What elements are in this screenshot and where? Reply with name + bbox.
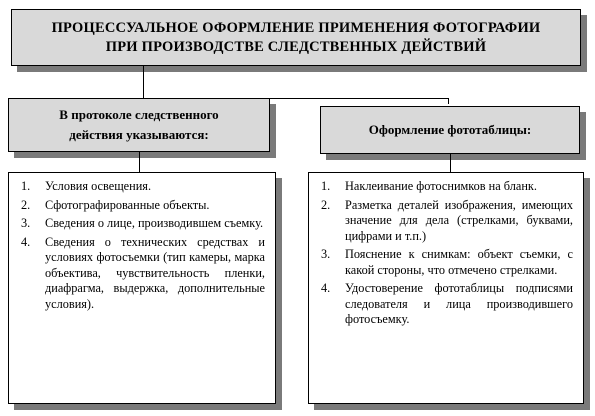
list-item [21, 198, 265, 214]
item-number: 1. [21, 179, 31, 193]
title-line-2: ПРИ ПРОИЗВОДСТВЕ СЛЕДСТВЕННЫХ ДЕЙСТВИЙ [105, 38, 487, 55]
left-header [8, 98, 270, 152]
item-text: Сфотографированные объекты. [45, 197, 210, 212]
left-connector [139, 152, 140, 172]
right-header [320, 106, 580, 154]
list-item [21, 179, 265, 195]
item-number: 2. [321, 197, 331, 212]
list-item [21, 216, 265, 232]
item-text: Сведения о лице, производившем съемку. [45, 216, 264, 230]
list-item [321, 179, 573, 195]
item-text: Пояснение к снимкам: объект съемки, с какой стороны, что отмечено стрелками. [345, 247, 573, 277]
item-text: Разметка деталей изображения, имеющих значение для дела (стрелками, буквами, цифрами и т.п.) [345, 197, 573, 243]
left-header-line-2: действия указываются: [69, 127, 209, 142]
diagram-title [11, 9, 581, 66]
right-item-list [321, 179, 573, 328]
item-number: 4. [321, 281, 331, 295]
item-text: Удостоверение фототаблицы подписями следователя и лица производившего фотосъемку. [345, 281, 573, 326]
left-list-box [8, 172, 276, 404]
item-text: Наклеивание фотоснимков на бланк. [345, 179, 537, 193]
left-header-line-1: В протоколе следственного [59, 107, 219, 122]
list-item [321, 198, 573, 245]
title-line-1: ПРОЦЕССУАЛЬНОЕ ОФОРМЛЕНИЕ ПРИМЕНЕНИЯ ФОТОГРАФИИ [51, 19, 541, 36]
list-item [21, 235, 265, 313]
item-text: Сведения о технических средствах и условиях фотосъемки (тип камеры, марка объектива, чувствительность пленки, диафрагма, выдержка, дополнительные условия). [45, 234, 265, 311]
item-number: 3. [321, 247, 331, 261]
item-number: 1. [321, 179, 331, 193]
connector-vertical [143, 66, 144, 98]
list-item [321, 281, 573, 328]
item-number: 2. [21, 197, 31, 212]
right-connector [450, 154, 451, 172]
left-item-list [21, 179, 265, 312]
item-number: 3. [21, 216, 31, 230]
item-text: Условия освещения. [45, 179, 152, 193]
list-item [321, 247, 573, 278]
right-header-label: Оформление фототаблицы: [368, 122, 532, 137]
item-number: 4. [21, 234, 31, 249]
right-list-box [308, 172, 584, 404]
connector-right-drop [448, 98, 449, 104]
